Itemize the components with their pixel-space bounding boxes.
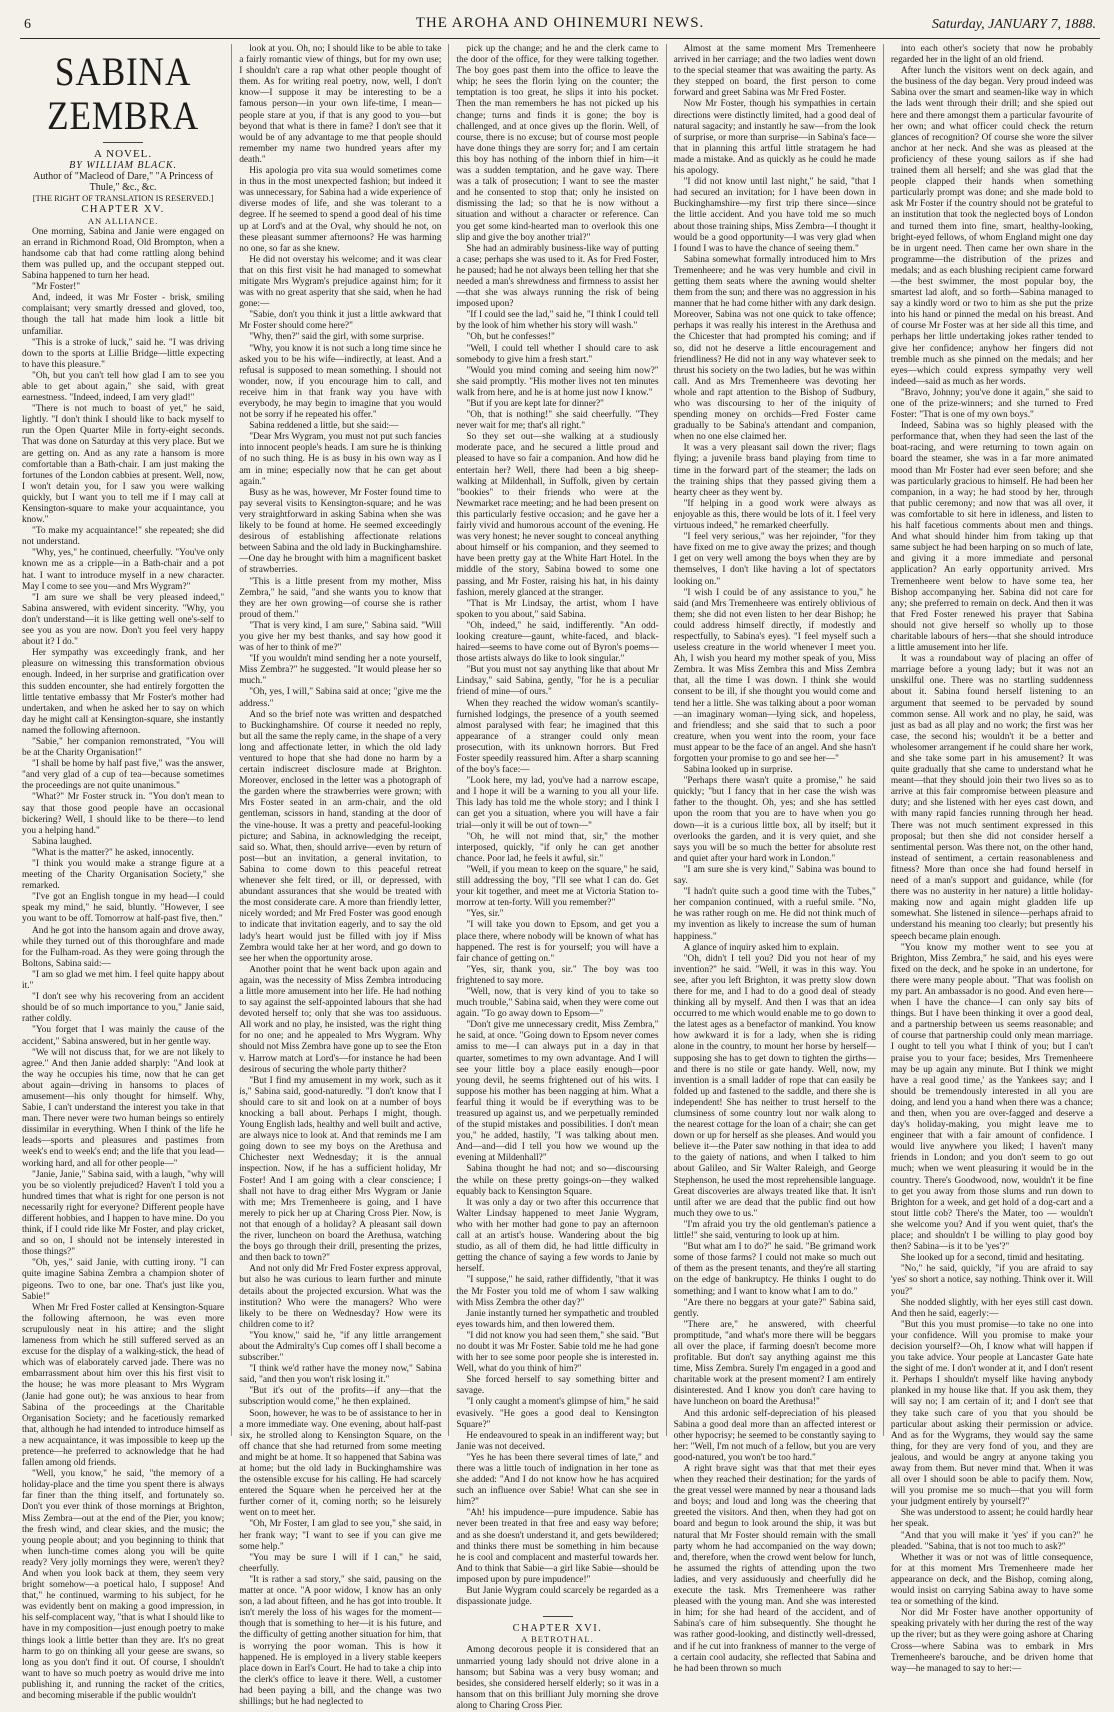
- paragraph: Whether it was or not was of little consequence, for at this moment Mrs Tremenheere made her appearance on deck, and the Bishop, coming along, would insist on carrying Sabina away to have some tea or something of the kind.: [890, 1552, 1094, 1608]
- paragraph: "Why, you know it is not such a long time since he asked you to be his wife—indirectly, at least. And a refusal is supposed to mean something. I should not wonder, now, if you encourage him to call, and receive him in that frank way you have with everybody, he may begin to imagine that you would not be sorry if he repeated his offer.": [239, 343, 442, 421]
- paragraph: "If you wouldn't mind sending her a note yourself, Miss Zembra?" he suggested. "It would please her so much.": [239, 654, 442, 687]
- paragraph: "Bravo, Johnny; you've done it again," she said to one of the prize-winners; and she turned to Fred Foster: "That is one of my own boys.": [890, 387, 1094, 421]
- column-1-text: [22, 227, 224, 1702]
- paragraph: One morning, Sabina and Janie were engaged on an errand in Richmond Road, Old Brompton, when a handsome cab that had come rattling along behind them was pulled up, and the occupant stepped out. Sabina happened to turn her head.: [22, 226, 225, 282]
- paragraph: "Oh, yes, I will," Sabina said at once; "give me the address.": [239, 687, 442, 709]
- paragraph: "That is Mr Lindsay, the artist, whom I have spoken to you about," said Sabina.: [456, 598, 659, 620]
- paragraph: She was understood to assent; he could hardly hear her speak.: [890, 1508, 1094, 1530]
- column-4: [667, 44, 884, 1674]
- paragraph: "If I could see the lad," said he, "I think I could tell by the look of him whether his story will wash.": [456, 310, 659, 332]
- column-2-text: [239, 44, 441, 1708]
- paragraph: "Oh, he will not mind that, sir," the mother interposed, quickly, "if only he can get another chance. Poor lad, he feels it awful, sir.": [456, 831, 659, 864]
- paragraph: Busy as he was, however, Mr Foster found time to pay several visits to Kensington-square; and he was very straightforward in asking Sabina when she was likely to be found at home. He seemed exceedingly desirous of establishing affectionate relations between Sabina and the old lady in Buckinghamshire.—One day he brought with him a magnificent basket of strawberries.: [239, 487, 442, 576]
- paragraph: "Well, you know," he said, "the memory of a holiday-place and the time you spent there is always far finer than the thing itself, and fortunately so. Don't you ever think of those mornings at Brighton, Miss Zembra—out at the end of the Pier, you know; the fresh wind, and clear skies, and the music; the young people about; and you beginning to think that when lunch-time comes along you will be quite ready? Very jolly mornings they were, weren't they? And when you look back at them, they seem very bright somehow—a poetical halo, I suppose! And that," he continued, warming to his subject, for he was evidently bent on making a good impression, in his self-complacent way, "that is what I should like to have in my composition—just enough poetry to make things look a little better than they are. It's no great harm to go on thinking all your geese are swans, so long as you don't find it out. Of course, I shouldn't want to have so much poetry as would drive me into publishing it, and running the racket of the critics, and becoming miserable if the public wouldn't: [22, 1469, 225, 1702]
- paragraph: "I am so glad we met him. I feel quite happy about it.": [22, 969, 225, 992]
- paragraph: "I wish I could be of any assistance to you," he said (and Mrs Tremenheere was entirely oblivious of them; she did not even listen to her dear Bishop; he could address himself directly, if modestly and respectfully, to Sabina's eyes). "I feel myself such a useless creature in the world whenever I meet you. Ah, I wish you heard my mother speak of you, Miss Zembra. It was Miss Zembra this and Miss Zembra that, all the time I was down. I think she would consent to be ill, if she thought you would come and tend her a little. She was talking about a poor woman—an imaginary woman—lying sick, and hopeless, and friendless; and she said that to such a poor creature, when you went into the room, your face must appear to be the face of an angel. And she hasn't forgotten your promise to go and see her—": [673, 587, 876, 764]
- paragraph: "Ah! his impudence—pure impudence. Sabie has never been treated in that free and easy way before; and as she doesn't understand it, and gets bewildered; and thinks there must be something in him because he is cool and complacent and masterful towards her. And to think that Sabie—a girl like Sabie—should be imposed upon by pure impudence!": [456, 1508, 659, 1585]
- paragraph: "Perhaps there wasn't quite a promise," he said quickly; "but I fancy that in her case the wish was father to the thought. Oh, yes; and she has settled upon the room that you are to have when you go down—it is a curious little box, all by itself; but it overlooks the garden, and it is very quiet, and she says you will be so much the better for absolute rest and quiet after your hard work in London.": [673, 776, 876, 864]
- chapter-xv-title: AN ALLIANCE.: [87, 215, 159, 226]
- paragraph: "Yes he has been there several times of late," and there was a little touch of indignation in her tone as she added: "And I do not know how he has acquired such an influence over Sabie! What can she see in him?": [456, 1452, 659, 1508]
- paragraph: "I've got an English tongue in my head—I could speak my mind," he said, bluntly. "However, I see you want to be off. Tomorrow at half-past five, then.": [22, 892, 225, 925]
- paragraph: He did not overstay his welcome; and it was clear that on this first visit he had managed to somewhat mitigate Mrs Wygram's prejudice against him; for it was with no great asperity that she said, when he had gone:—: [239, 254, 442, 310]
- column-5: [884, 44, 1100, 1674]
- paragraph: And this ardonic self-depreciation of his pleased Sabina a good deal more than an affected interest or other hypocrisy; he seemed to be constantly saying to her: "Well, I'm not much of a fellow, but you are very good-natured, you won't be too hard.": [673, 1408, 876, 1463]
- paragraph: "But if you are kept late for dinner?": [466, 399, 604, 409]
- paragraph: "We will not discuss that, for we are not likely to agree." And then Janie added sharply: "And look at the way he occupies his time, now that he can get about again—driving in hansoms to places of amusement—his only thought for himself. Why, Sabie, I can't understand the interest you take in that man. There never were two human beings so entirely dissimilar in everything. When I think of the life he leads—sports and pleasures and pastimes from week's end to week's end; and the life that you lead—working hard, and all for other people—": [22, 1047, 225, 1169]
- chapter-xv-heading: CHAPTER XV.: [81, 204, 165, 216]
- paragraph: "Are there no beggars at your gate?" Sabina said, gently.: [673, 1297, 876, 1319]
- paragraph: "Oh, but he confesses!": [466, 332, 555, 343]
- paragraph: "Well, now, that is very kind of you to take so much trouble," Sabina said, when they were come out again. "To go away down to Epsom—": [456, 986, 659, 1020]
- paragraph: Indeed, Sabina was so highly pleased with the performance that, when they had seen the last of the boat-racing, and were returning to town again on board the steamer, she was in a far more animated mood than Mr Foster had ever seen before; and she was particularly gracious to himself. He had been her companion, in a way; he had stood by her, through that public ceremony; and now that was all over, it was comfortable to sit here in idleness, and listen to his half facetious comments about men and things. And what should hinder him from taking up that same subject he had been harping on so much of late, and giving it a more immediate and personal application? An early opportunity arrived. Mrs Tremenheere went below to have some tea, her Bishop accompanying her. Sabina did not care for any; she preferred to remain on deck. And then it was that Fred Foster renewed his prayer that Sabina should not give herself so wholly up to those charitable labours of hers—that she should introduce a little amusement into her life.: [890, 421, 1094, 654]
- paragraph: "No," he said, quickly, "if you are afraid to say 'yes' so short a notice, say nothing. Think over it. Will you?": [890, 1264, 1094, 1297]
- paragraph: Sabina somewhat formally introduced him to Mrs Tremenheere; and he was very humble and civil in getting them seats where the awning would shelter them from the sun; and there was no aggression in his manner that he had come hither with any dark design. Moreover, Sabina was not one quick to take offence; perhaps it was really his interest in the Arethusa and the Chicester that had prompted his coming; and if so, did not he deserve a little encouragement and friendliness? He did not in any way whatever seek to thrust his society on the two ladies, but he was within call. And as Mrs Tremenheere was devoting her whole and rapt attention to the Bishop of Sudbury, who was discoursing to her of the iniquity of spending money on orchids—Fred Foster came gradually to be Sabina's attendant and companion, when no one else claimed her.: [673, 254, 876, 443]
- paragraph: "And that you will make it 'yes' if you can?" he pleaded. "Sabina, that is not too much to ask?": [890, 1530, 1094, 1552]
- paragraph: "It is rather a sad story," she said, pausing on the matter at once. "A poor widow, I know has an only son, a lad about fifteen, and he has got into trouble. It isn't merely the loss of his wages for the moment—though that is something to her—it is his future, and the difficulty of getting another situation for him, that is worrying the poor woman. This is how it happened. He is employed in a livery stable keepers place down in Earl's Court. He had to take a chip into the clerk's office to leave it there. Well, a customer had been paying a bill, and the change was two shillings; but he had neglected to: [239, 1574, 442, 1707]
- paragraph: "To make my acquaintance!" she repeated; she did not understand.: [22, 526, 225, 548]
- story-byline: BY WILLIAM BLACK.: [69, 160, 178, 172]
- paragraph: "Yes, sir, thank you, sir." The boy was too frightened to say more.: [456, 964, 659, 986]
- paragraph: "I only caught a moment's glimpse of him," he said evasively. "He goes a good deal to Kensington Square?": [456, 1397, 659, 1430]
- paragraph: It was only a day or two after this occurrence that Walter Lindsay happened to meet Janie Wygram, who with her mother had gone to pay an afternoon call at an artist's house. Wandering about the big studio, as all of them did, he had little difficulty in getting the chance of saying a few words to Janie by herself.: [456, 1197, 659, 1275]
- paragraph: "Sabie, don't you think it just a little awkward that Mr Foster should come here?": [239, 310, 442, 332]
- column-3: [449, 44, 666, 1711]
- paragraph: Janie instantly turned her sympathetic and troubled eyes towards him, and then lowered them.: [456, 1308, 659, 1330]
- paragraph: "Why, then?" said the girl, with some surprise.: [249, 332, 424, 343]
- paragraph: "But this you must promise—to take no one into your confidence. Will you promise to make your decision yourself?—Oh, I know what will happen if you take advice. Your people at Lancaster Gate hate the sight of me. I don't wonder at it, and I don't resent it. Perhaps I shouldn't myself like having anybody planked in my house like that. If you ask them, they will say no; I am certain of it; and I don't see that they take such care of you that you should be particular about asking their permission or advice. And as for the Wygrams, they would say the same thing, for they are very fond of you, and they are jealous, and would be angry at anyone taking you away from them. But never mind that. When it was all over I should soon be able to pacify them. Now, will you promise me so much—that you will form your judgment entirely by yourself?": [890, 1319, 1094, 1508]
- paragraph: Her sympathy was exceedingly frank, and her pleasure on witnessing this transformation obvious enough. Indeed, in her surprise and gratification over this sudden encounter, she had entirely forgotten the little tentative embassy that Mr Foster's mother had undertaken, and when he asked her to say on which day he might call at Kensington-square, she instantly named the following afternoon.: [22, 648, 225, 736]
- paragraph: "Oh, that is nothing!" she said cheerfully. "They never wait for me; that's all right.": [456, 410, 659, 432]
- paper-title: THE AROHA AND OHINEMURI NEWS.: [415, 15, 705, 31]
- paragraph: "Oh, Mr Foster, I am glad to see you," she said, in her frank way; "I want to see if you can give me some help.": [239, 1519, 442, 1552]
- paragraph: "Oh, indeed," he said, indifferently. "An odd-looking creature—gaunt, white-faced, and black-haired—seems to have come out of Byron's poems—those artists always do like to look singular.": [456, 620, 659, 665]
- paragraph: His apologia pro vita sua would sometimes come in thus in the most unexpected fashion; but indeed it was unnecessary, for Sabina had a wide experience of diverse modes of life, and she was tolerant to a degree. If he seemed to spend a good deal of his time up at Lord's and at the Oval, why should he not, on these pleasant summer afternoons? He was harming no one, so far as she knew.: [239, 166, 442, 254]
- paragraph: "I think we'd rather have the money now," Sabina said, "and then you won't risk losing it.": [239, 1364, 442, 1386]
- paragraph: And, indeed, it was Mr Foster - brisk, smiling complaisant; very smartly dressed and gloved, too, though the tall hat made him look a little bit unfamiliar.: [22, 293, 225, 337]
- paragraph: "I shall be home by half past five," was the answer, "and very glad of a cup of tea—because sometimes the proceedings are not quite unanimous.": [22, 759, 225, 792]
- paragraph: After lunch the visitors went on deck again, and the business of the day began. Very proud indeed was Sabina over the smart and seamen-like way in which the lads went through their drill; and she spied out here and there amongst them a particular favourite of her own; and what officer could check the return glances of recognition? Of course she wore the silver anchor at her neck. And she was as pleased at the proficiency of these young sailors as if she had trained them all herself; and she was glad that the people clapped their hands when something particularly prompt was done; and she made bold to ask Mr Foster if the country should not be grateful to an institution that took the neglected boys of London and turned them into fine, smart, healthy-looking, bright-eyed fellows, of whom England might one day be in urgent need. Then came her own share in the programme—the distribution of the prizes and medals; and as each blushing recipient came forward—the best swimmer, the most popular boy, the smartest lad aloft, and so forth—Sabina managed to say a kindly word or two to him as she put the prize into his hand or pinned the medal on his breast. And of course Mr Foster was at her side all this time, and perhaps her little undertaking jokes rather tended to give her confidence; anyhow her fingers did not tremble much as she pinned on the medals; and her eyes—which could express sympathy very well indeed—said as much as her words.: [890, 66, 1094, 387]
- paragraph: "Would you mind coming and seeing him now?" she said promptly. "His mother lives not ten minutes walk from here, and he is at home just now I know.": [456, 365, 659, 398]
- paragraph: "This is a stroke of luck," said he. "I was driving down to the sports at Lillie Bridge—little expecting to have this pleasure.": [22, 337, 225, 370]
- paragraph: Nor did Mr Foster have another opportunity of speaking privately with her during the rest of the way up the river; but as they were going ashore at Charing Cross—where Sabina was to embark in Mrs Tremenheere's barouche, and be driven home that way—he managed to say to her:—: [890, 1608, 1094, 1674]
- paragraph: She had an admirably business-like way of putting a case; perhaps she was used to it. As for Fred Foster, he paused; had he not always been telling her that she needed a man's shrewdness and firmness to assist her—that she was always running the risk of being imposed upon?: [456, 243, 659, 310]
- paragraph: "Don't give me unnecessary credit, Miss Zembra," he said, at once. "Going down to Epsom never comes amiss to me—I can always put in a day in that quarter, sometimes to my own advantage. And I will see your little boy a place easily enough—poor young devil, he seems frightened out of his wits. I suppose his mother has been nagging at him. What a fearful thing it would be if everything was to be treasured up against us, and we perpetually reminded of the stupid mistakes and possibilities. I don't mean you," he added, hastily, "I was talking about men. And—and—did I tell you how we wound up the evening at Mildenhall?": [456, 1020, 659, 1164]
- paragraph: "Mr Foster!": [32, 282, 81, 293]
- paragraph: Sabina reddened a little, but she said:—: [249, 421, 399, 432]
- paragraph: "I did not know you had seen them," she said. "But no doubt it was Mr Foster. Sabie told me he had gone with her to see some poor people she is interested in. Well, what do you think of him?": [456, 1330, 659, 1375]
- paragraph: And so the brief note was written and despatched to Buckinghamshire. Of course it needed no reply, but all the same the reply came, in the shape of a very long and affectionate letter, in which the old lady ventured to hope that she had done no harm by a certain indiscreet disclosure made at Brighton. Moreover, enclosed in the letter was a photograph of the garden where the strawberries were grown; with Mrs Foster seated in an arm-chair, and the old gentleman, scissors in hand, standing at the door of the vine-house. It was a pretty and peaceful-looking picture; and Sabina, in acknowledging the receipt, said so. What, then, should arrive—even by return of post—but an invitation, a general invitation, to Sabina to come down to this peaceful retreat whenever she felt tired, or ill, or depressed, with abundant assurances that she would be treated with the most considerate care. A more than friendly letter, nicely worded; and Mr Fred Foster was good enough to indicate that invitation eagerly, and to say the old lady's heart would just be filled with joy if Miss Zembra would take her at her word, and go down to see her when the opportunity arose.: [239, 709, 442, 964]
- paragraph: Soon, however, he was to be of assistance to her in a more immediate way. One evening, about half-past six, he strolled along to Kensington Square, on the off chance that she had returned from some meeting and might be at home. It so happened that Sabina was at home; but the old lady in Buckinghamshire was the ostensible excuse for his calling. He had scarcely entered the Square when he perceived her at the further corner of it, coming north; so he leisurely went on to meet her.: [239, 1408, 442, 1519]
- column-4-text: [674, 44, 876, 1675]
- paragraph: Another point that he went back upon again and again, was the necessity of Miss Zembra introducing a little more amusement into her life. He had nothing to say against the self-appointed labours that she had devoted herself to; only that she was too assiduous. All work and no play, he insisted, was the right thing for no one; and he appealed to Mrs Wygram. Why should not Miss Zembra have gone up to see the Eton v. Harrow match at Lord's—for instance he had been desirous of securing the whole party thither?: [239, 964, 442, 1075]
- paragraph: "Well, I could tell whether I should care to ask somebody to give him a fresh start.": [456, 343, 659, 365]
- paragraph: "I feel very serious," was her rejoinder, "for they have fixed on me to give away the prizes; and though I get on very well among the boys when they are by themselves, I don't like having a lot of spectators looking on.": [673, 532, 876, 587]
- paragraph: "There are," he answered, with cheerful promptitude, "and what's more there will be beggars all over the place, if farming doesn't become more profitable. But don't say anything against me this time, Miss Zembra. Surely I'm engaged in a good and charitable work at the present moment? I am entirely disinterested. And I know you don't care having to have luncheon on board the Arethusa!": [673, 1319, 876, 1408]
- chapter-xvi-text: [456, 1645, 658, 1712]
- rights-notice: [THE RIGHT OF TRANSLATION IS RESERVED.]: [32, 193, 214, 204]
- title-rule: [103, 142, 143, 143]
- paragraph: "If helping in a good work were always as enjoyable as this, there would be lots of it. I feel very virtuous indeed," he remarked cheerfully.: [673, 498, 876, 532]
- paragraph: "Janie, Janie," Sabina said, with a laugh, "why will you be so violently prejudiced? Haven't I told you a hundred times that what is right for one person is not necessarily right for everyone? Different people have different hobbies, and I happen to have mine. Do you think, if I could ride like Mr Foster, and play cricket, and so on, I should not be intensely interested in those things?": [22, 1169, 225, 1258]
- paragraph: "I did not know until last night," he said, "that I had secured an invitation; for I have been down in Buckinghamshire—my first trip there since—since the little accident. And you have told me so much about those training ships, Miss Zembra—I thought it would be a good opportunity—I was very glad when I found I was to have the chance of seeing them.": [673, 177, 876, 254]
- paragraph: "Look here, my lad, you've had a narrow escape, and I hope it will be a warning to you all your life. This lady has told me the whole story; and I think I can get you a situation, where you will have a fair trial—only it will be out of town—": [456, 776, 659, 831]
- paragraph: She nodded slightly, with her eyes still cast down. And then he said, eagerly:—: [890, 1297, 1094, 1319]
- paragraph: pick up the change; and he and the clerk came to the door of the office, for they were talking together. The boy goes past them into the office to leave the whip; he sees the florin lying on the counter; the temptation is too great, he slips it into his pocket. Then the man remembers he has not picked up his change; turns and finds it is gone; the boy is challenged, and at once gives up the florin. Well, of course, there is no excuse; but of course most people have done things they are sorry for; and I am certain this boy has nothing of the inborn thief in him—it was a sudden temptation, and he gave way. There was a talk of prosecution; I want to see the master and he consented to stop that; only he insisted on dismissing the lad; so that he is now without a situation and without a character or reference. Can you get some kind-hearted man to overlook this one slip and give the boy another trial?": [456, 44, 659, 243]
- paragraph: "I am sure we shall be very pleased indeed," Sabina answered, with evident sincerity. "Why, you don't understand—it is like getting well one's-self to see you as you are now. Don't you feel very happy about it? I do.": [22, 592, 225, 648]
- paragraph: "Why, yes," he continued, cheerfully. "You've only known me as a cripple—in a Bath-chair and a pot hat. I want to introduce myself in a new character. May I come to see you—and Mrs Wygram?": [22, 548, 225, 592]
- paragraph: "You forget that I was mainly the cause of the accident," Sabina answered, but in her gentle way.: [22, 1025, 225, 1047]
- story-title: SABINA ZEMBRA: [47, 49, 200, 138]
- article-columns: [20, 44, 1100, 1711]
- paragraph: Sabina thought he had not; and so—discoursing the while on these pretty goings-on—they walked equably back to Kensington Square.: [456, 1164, 659, 1197]
- paragraph: And he got into the hansom again and drove away, while they turned out of this thoroughfare and made for the Fulham-road. As they were going through the Boltons, Sabina said:—: [22, 925, 225, 969]
- paragraph: "What?" Mr Foster struck in. "You don't mean to say that those good people have an occasional bickering? Well, I should like to be there—to lend you a helping hand.": [22, 792, 225, 836]
- paragraph: into each other's society that now he probably regarded her in the light of an old friend.: [890, 44, 1094, 66]
- paragraph: "That is very kind, I am sure," Sabina said. "Will you give her my best thanks, and say how good it was of her to think of me?": [239, 620, 442, 654]
- page-number: 6: [24, 17, 31, 32]
- paragraph: "There is not much to boast of yet," he said, lightly. "I don't think I should like to back myself to run the Open Quarter Mile in forty-eight seconds. That was done on Saturday at this very place. But we are getting on. And as any rate a hansom is more comfortable than a Bath-chair. I am just making the fortunes of the London cabbies at present. Well, now, I won't detain you, for I saw you were walking quickly, but I want you to tell me if I may call at Kensington-square to make your acquaintance, you know.": [22, 404, 225, 526]
- paragraph: "I will take you down to Epsom, and get you a place there, where nobody will be known of what has happened. The rest is for yourself; you will have a fair chance of getting on.": [456, 920, 659, 964]
- paragraph: "But it's out of the profits—if any—that the subscription would come," he then explained.: [239, 1386, 442, 1408]
- paragraph: Sabina laughed.: [32, 836, 92, 847]
- paragraph: Now Mr Foster, though his sympathies in certain directions were distinctly limited, had a good deal of natural sagacity; and instantly he saw—from the look of surprise, or more than surprise—in Sabina's face—that in planning this artful little stratagem he had made a mistake. And as quickly as he could he made his apology.: [673, 99, 876, 177]
- paragraph: "Dear Mrs Wygram, you must not put such fancies into innocent people's heads. I am sure he is thinking of no such thing. He is as busy in his own way as I am in mine; especially now that he can get about again.": [239, 432, 442, 487]
- paragraph: He endeavoured to speak in an indifferent way; but Janie was not deceived.: [456, 1430, 659, 1452]
- paragraph: "This is a little present from my mother, Miss Zembra," he said, "and she wants you to know that they are her own growing—of course she is rather proud of them.": [239, 576, 442, 620]
- paragraph: A right brave sight was that that met their eyes when they reached their destination; for the yards of the great vessel were manned by near a thousand lads and boys; and loud and long was the cheering that greeted the visitors. And then, when they had got on board and begun to look around the ship, it was but natural that Mr Foster should remain with the small party whom he had accompanied on the way down; and, therefore, when the crowd went below for lunch, he assumed the rights of attending upon the two ladies, and very assiduously and cheerfully did he execute the task. Mrs Tremenheere was rather pleased with the young man. And she was interested in him; for she had heard of the accident, and of Sabina's care of him subsequently. She thought he was rather good-looking, and distinctly well-dressed, and if he cut into frankness of manner to the verge of a certain cool audacity, she reflected that Sabina and he had been thrown so much: [673, 1464, 876, 1674]
- paragraph: "Sabie," her companion remonstrated, "You will be at the Charity Organisation!": [22, 736, 225, 759]
- paragraph: "Yes, sir.": [466, 909, 504, 920]
- paragraph: She forced herself to say something bitter and savage.: [456, 1375, 659, 1397]
- paragraph: "But you must not say anything like that about Mr Lindsay," said Sabina, gently, "for he is a peculiar friend of mine—of ours.": [456, 665, 659, 698]
- paragraph: Sabina looked up in surprise.: [683, 765, 793, 776]
- author-note: Author of "Macleod of Dare," "A Princess of Thule," &c., &c.: [33, 171, 214, 194]
- paragraph: But Janie Wygram could scarcely be regarded as a dispassionate judge.: [456, 1586, 659, 1608]
- column-5-text: [891, 44, 1093, 1675]
- paragraph: "But what am I to do?" he said. "Be grimand work some of those farms? I could not make so much out of them as the present tenants, and they're all starting on the edge of bankruptcy. He thinks I ought to do something; and I want to know what I am to do.": [673, 1242, 876, 1297]
- paragraph: "I suppose," he said, rather diffidently, "that it was the Mr Foster you told me of whom I saw walking with Miss Zembra the other day?": [456, 1275, 659, 1308]
- paragraph: "But I find my amusement in my work, such as it is," Sabina said, good-naturedly. "I don't know that I should care to sit and look on at a number of boys knocking a ball about. Perhaps I might, though. Young English lads, healthy and well built and active, are always nice to look at. And that reminds me I am going down to see my boys on the Arethusa and Chichester next Wednesday; it is the annual inspection. Now, if he has a sufficient holiday, Mr Foster! And I am going with a clear conscience; I shall not have to drag either Mrs Wygram or Janie with me; Mrs Tremenheere is going, and I have merely to pick her up at Charing Cross Pier. Now, is not that enough of a holiday? A pleasant sail down the river, luncheon on board the Arethusa, watching the boys go through their drill, presenting the prizes, and then back to town?": [239, 1075, 442, 1264]
- paragraph: "I think you would make a strange figure at a meeting of the Charity Organisation Society," she remarked.: [22, 859, 225, 892]
- paragraph: "I don't see why his recovering from an accident should be of so much importance to you," Janie said, rather coldly.: [22, 992, 225, 1025]
- chapter-xvi-title: A BETROTHAL.: [521, 1634, 594, 1645]
- paragraph: A glance of inquiry asked him to explain.: [683, 942, 839, 953]
- paragraph: Almost at the same moment Mrs Tremenheere arrived in her carriage; and the two ladies went down to the special steamer that was awaiting the party. As they stepped on board, the first person to come forward and greet Sabina was Mr Fred Foster.: [673, 44, 876, 99]
- paragraph: When Mr Fred Foster called at Kensington-Square the following afternoon, he was even more scrupulously neat in his attire; and the slight lameness from which he still suffered served as an excuse for the display of a walking-stick, the head of which was of elaborately carved jade. There was no embarrassment about him over this his first visit to the house; he was more pleasant to Mrs Wygram (Janie had gone out); he was anxious to hear from Sabina of the proceedings at the Charitable Organisation Society; and he facetiously remarked that, although he had intended to introduce himself as a new acquaintance, it was impossible to keep up the pretence—he preferred to acknowledge that he had fallen among old friends.: [22, 1302, 225, 1469]
- column-2: [232, 44, 449, 1707]
- paragraph: When they reached the widow woman's scantily-furnished lodgings, the presence of a youth seemed almost paralysed with fear; he imagined that this appearance of a stranger could only mean prosecution, with its unknown horrors. But Fred Foster speedily reassured him. After a sharp scanning of the boy's face:—: [456, 698, 659, 776]
- paragraph: And not only did Mr Fred Foster express approval, but also he was curious to learn further and minute details about the projected excursion. What was the institution? Who were the managers? Who were likely to be there on Wednesday? How were its children come to it?: [239, 1264, 442, 1330]
- chapter-xvi-heading: CHAPTER XVI.: [512, 1623, 603, 1635]
- paragraph: It was a roundabout way of placing an offer of marriage before a young lady; but it was not an unskilful one. There was no startling suddenness about it. Sabina found herself listening to an argument that seemed to be pervaded by sound common sense. All work and no play, he said, was just as bad as all play and no work; the first was her case, the second his; wouldn't it be a better and wholesomer arrangement if he could share her work, and she take some part in his amusement? It was quite gradually that she came to understand what he meant—that they should join their two lives so as to arrive at this fair compromise between pleasure and duty; and she listened with her eyes cast down, and with many rapid fancies running through her head. There was not much sentiment expressed in this proposal; but then she did not consider herself a sentimental person. Was there not, on the other hand, instead of sentiment, a certain reasonableness and fitness? More than once she had found herself in need of a man's support and guidance, while (for there was no austerity in her nature) a little holiday-making now and again might gladden life up somewhat. She listened in silence—perhaps afraid to understand his meaning too clearly; but presently his speech became plain enough.: [890, 654, 1094, 942]
- paragraph: "I'm afraid you try the old gentleman's patience a little!" she said, venturing to look up at him.: [673, 1219, 876, 1242]
- paragraph: "You know," said he, "if any little arrangement about the Admiralty's Cup comes off I shall become a subscriber.": [239, 1330, 442, 1364]
- story-subtitle: A NOVEL.: [94, 148, 153, 160]
- paragraph: She looked up for a second, timid and hesitating.: [900, 1253, 1085, 1264]
- paragraph: Among decorous people it is considered that an unmarried young lady should not drive alone in a hansom; but Sabina was a very busy woman; and besides, she considered herself elderly; so it was in a hansom that on this brilliant July morning she drove along to Charing Cross Pier.: [456, 1645, 659, 1711]
- column-1: [20, 44, 232, 1702]
- paragraph: "Well, if you mean to keep on the square," he said, still addressing the boy, "I'll see what I can do. Get your kit together, and meet me at Victoria Station to-morrow at ten-forty. Will you remember?": [456, 864, 659, 909]
- paragraph: "I am sure she is very kind," Sabina was bound to say.: [673, 864, 876, 887]
- paragraph: "I hadn't quite such a good time with the Tubes," her companion continued, with a rueful smile. "No, he was rather rough on me. He did not think much of my invention as likely to increase the sum of human happiness.": [673, 887, 876, 942]
- paragraph: "Oh, but you can't tell how glad I am to see you able to get about again," she said, with great earnestness. "Indeed, indeed, I am very glad!": [22, 370, 225, 404]
- page-masthead: [20, 8, 1100, 39]
- chapter-rule: [543, 1616, 573, 1617]
- paragraph: So they set out—she walking at a studiously moderate pace, and he secured a little proud and pleased to have so fair a companion. And how did he entertain her? Well, there had been a big sheep-walking at Mildenhall, in Suffolk, given by certain "bookies" to their friends who were at the Newmarket race meeting; and he had been present on this particularly festive occasion; and he gave her a fairly vivid and humorous account of the evening. He was very honest; he never sought to conceal anything about himself or his companion, and they seemed to have been pretty gay at the White Hart Hotel. In the middle of the story, Sabina bowed to some one passing, and Mr Foster, raising his hat, in his dainty fashion, merely glanced at the stranger.: [456, 432, 659, 598]
- column-3-text: [456, 44, 658, 1608]
- issue-date: Saturday, JANUARY 7, 1888.: [931, 17, 1096, 32]
- paragraph: "Oh, yes," said Janie, with cutting irony. "I can quite imagine Sabina Zembra a champion shoter of pigeons. Two to one, bar one. That's just like you, Sabie!": [22, 1258, 225, 1302]
- paragraph: "You may be sure I will if I can," he said, cheerfully.: [239, 1552, 442, 1574]
- paragraph: "You know my mother went to see you at Brighton, Miss Zembra," he said, and his eyes were fixed on the deck, and he spoke in an undertone, for there were many people about. "That was foolish on my part. An ambassador is no good. And even here—when I have the chance—I can only say bits of things. But I have been thinking it over a good deal, and a partnership between us seems reasonable; and of course that partnership could only mean marriage. I ought to tell you what I think of you; but I can't praise you to your face; besides, Mrs Tremenheere may be up again any minute. But I think we might have a real good time,' as the Yankees say; and I should be tremendously interested in all you are doing, and lend you a hand when there was a chance; and then, when you are over-fagged and deserve a day's holiday-making, you might leave me to engineer that with a fair amount of confidence. I would live anywhere you liked; I haven't many friends in London; and you don't seem to go out much; when we went pleasuring it would be in the country. There's Goodwood, now, wouldn't it be fine to get you away from those slums and run down to Brighton for a week, and get hold of a dog-cart and a stout little cob? There's the Mater, too — wouldn't she welcome you? And if you went quiet, that's the place; and shouldn't I be willing to play good boy then? Sabina—is it to be 'yes'?": [890, 942, 1094, 1253]
- paragraph: It was a very pleasant sail down the river; flags flying; a juvenile brass band playing from time to time in the forward part of the steamer; the lads on the training ships that they passed giving them a hearty cheer as they went by.: [673, 443, 876, 498]
- paragraph: "What is the matter?" he asked, innocently.: [32, 847, 194, 858]
- paragraph: "Oh, didn't I tell you? Did you not hear of my invention?" he said. "Well, it was in this way. You see, after you left Brighton, it was pretty slow down there for me, and I had to do a good deal of steady thinking all by myself. And then I was that an idea occurred to me which would enable me to go down to the latest ages as a benefactor of mankind. You know how awkward it is for a lady, when she is riding alone in the country, to mount her horse by herself—supposing she has to get down to tighten the girths—and there is no stile or gate handy. Well, now, my invention is a small ladder of rope that can easily be folded up and fastened to the saddle, and there she is independent! She has neither to trust herself to the clumsiness of some country lout nor walk along to the nearest cottage for the loan of a chair; she can get down or up for herself as she pleases. And would you believe it—the Pater saw nothing in that idea to add to the gaiety of nations, and when I talked to him about Galileo, and Sir Walter Raleigh, and George Stephenson, he used the most reprehensible language. Great discoveries are always treated like that. It isn't until after we are dead that the public find out how much they owe to us.": [673, 953, 876, 1219]
- paragraph: look at you. Oh, no; I should like to be able to take a fairly romantic view of things, but for my own use; I shouldn't care a rap what other people thought of them. As for writing real poetry, now, well, I don't know—I suppose it may be interesting to be a famous person—in your own life-time, I mean—people stare at you, if that is any good to you—but beyond that what is there in fame? I don't see that it would be of any advantage to me that people should remember my name two hundred years after my death.": [239, 44, 442, 165]
